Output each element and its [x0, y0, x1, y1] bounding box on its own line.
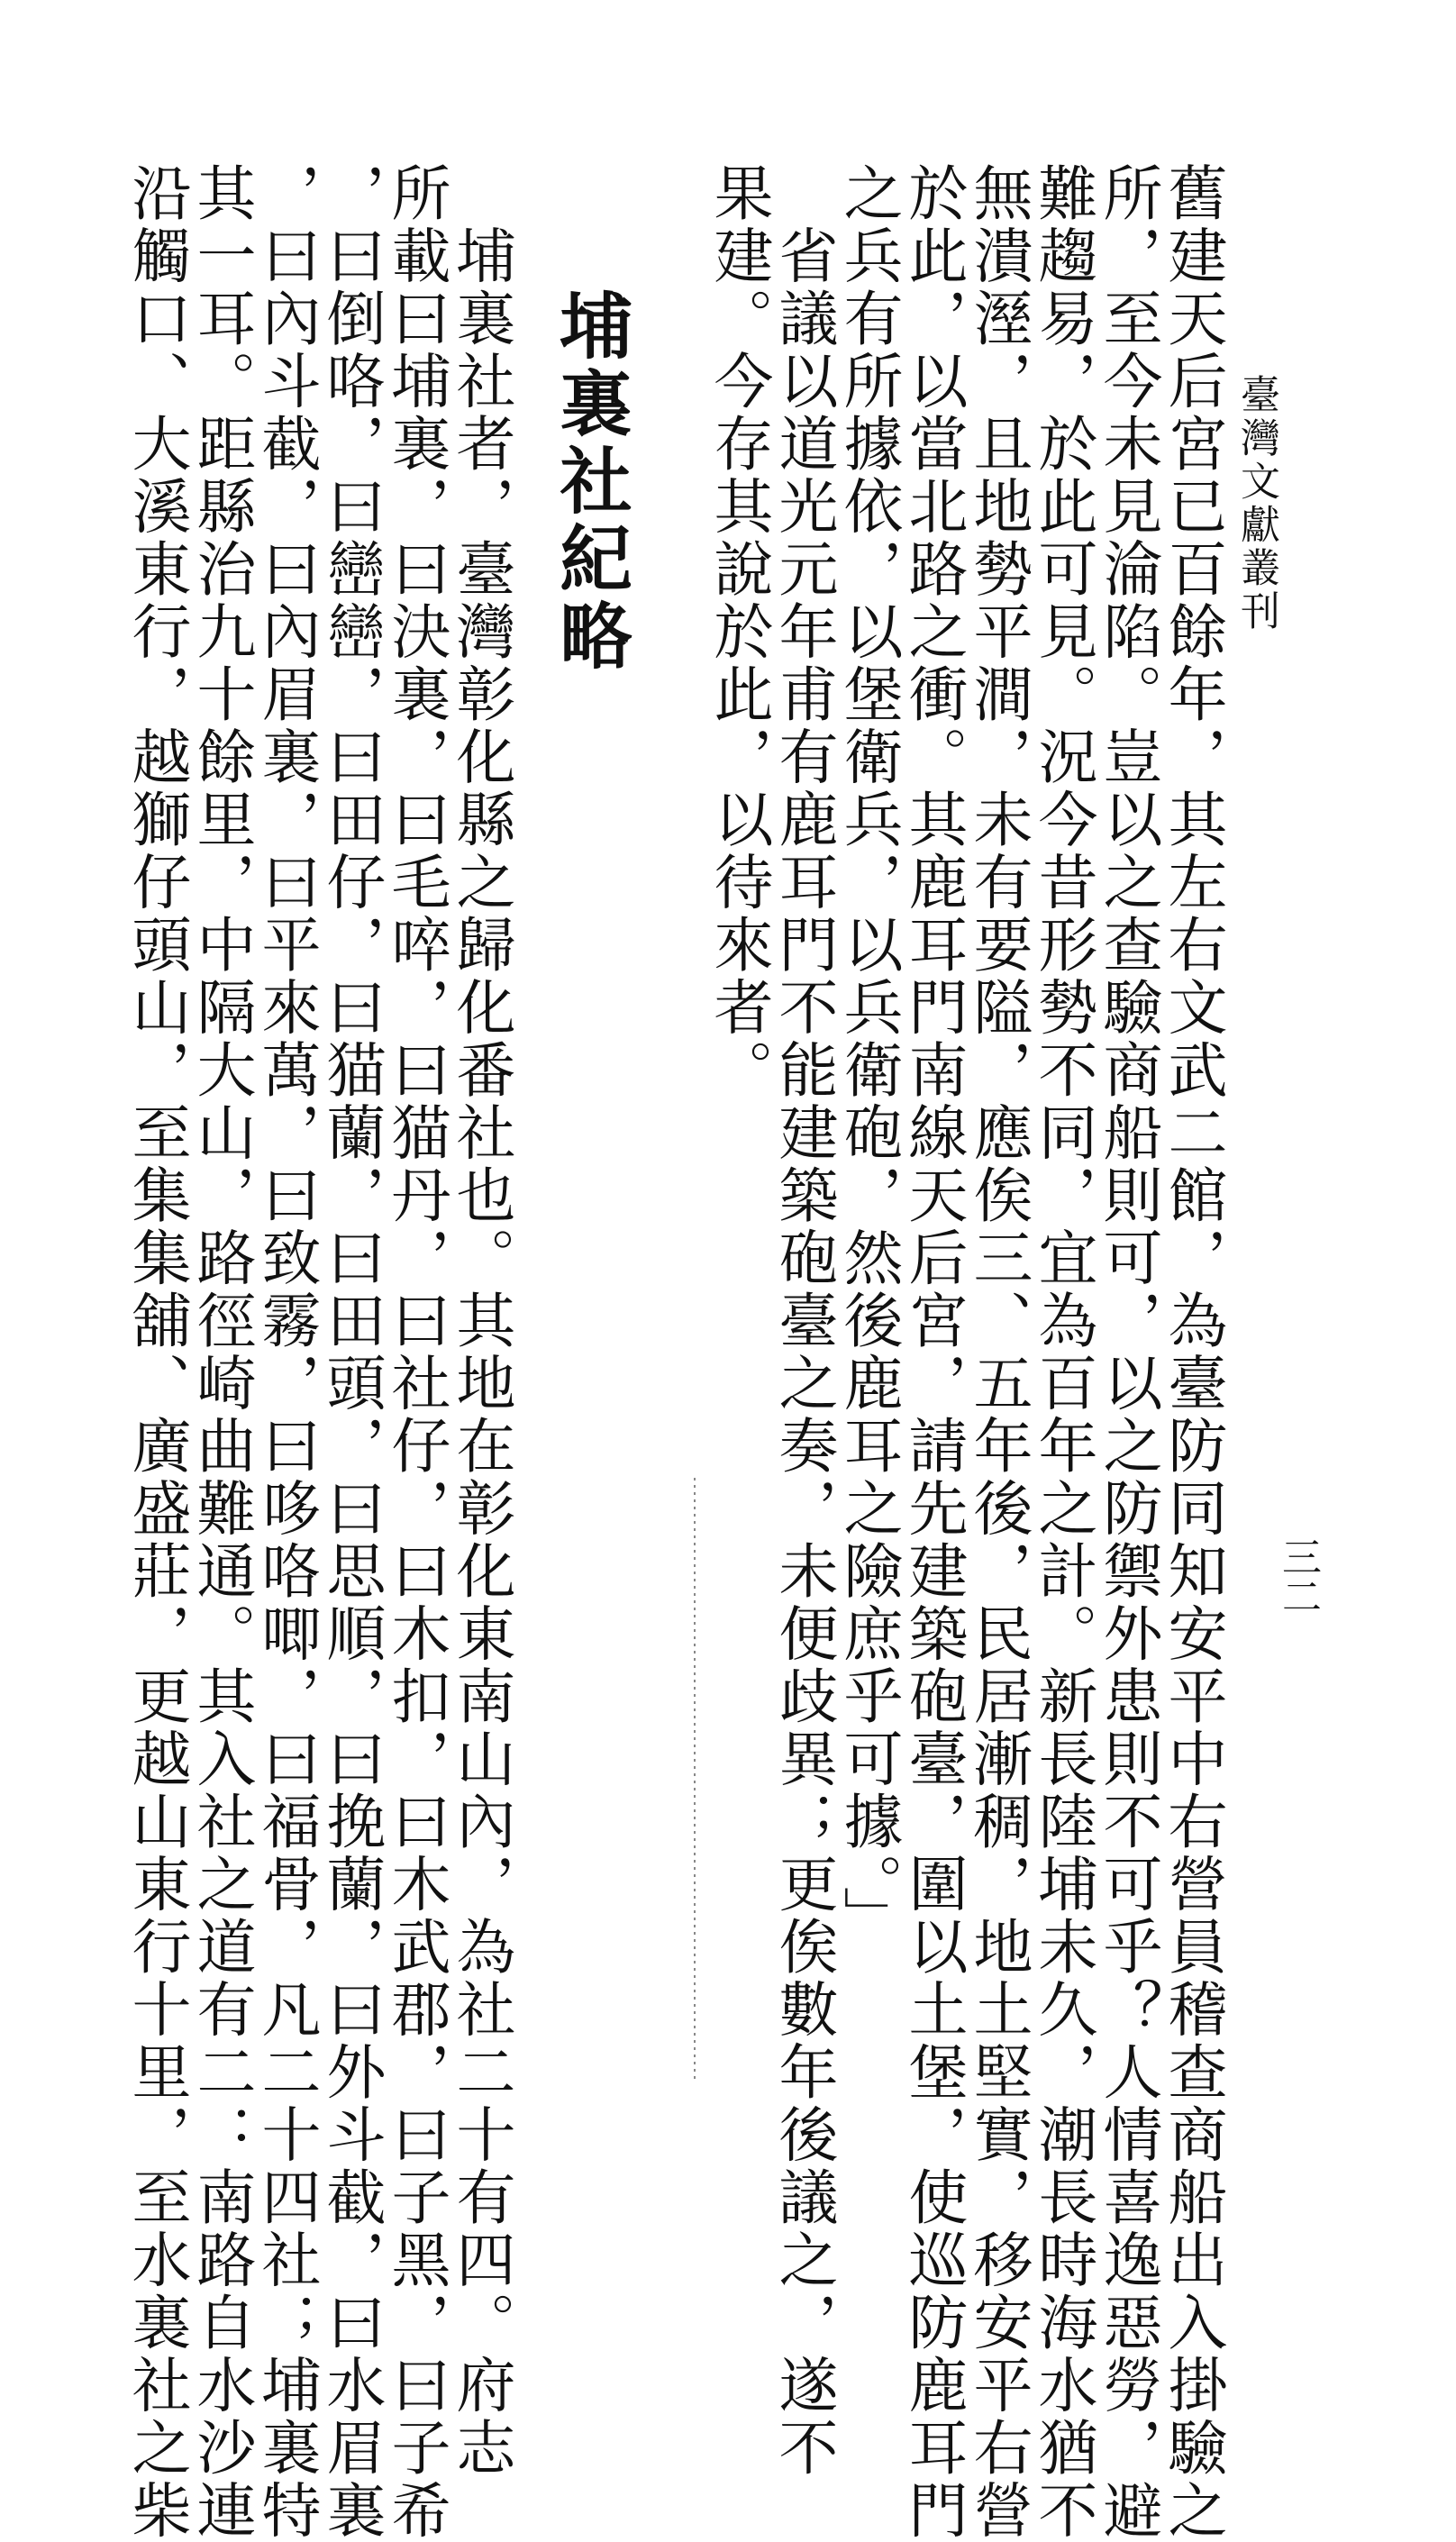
text-column: 無潰溼，且地勢平澗，未有要隘，應俟三、五年後，民居漸稠，地土堅實，移安平右營: [963, 162, 1033, 2542]
text-column: 沿觸口、大溪東行，越獅仔頭山，至集集舖、廣盛莊，更越山東行十里，至水裏社之柴: [122, 162, 191, 2542]
text-column: 埔裏社者，臺灣彰化縣之歸化番社也。其地在彰化東南山內，為社二十有四。府志: [446, 162, 515, 2480]
text-column: ，曰倒咯，曰巒巒，曰田仔，曰猫蘭，曰田頭，曰思順，曰挽蘭，曰外斗截，曰水眉裏: [316, 162, 386, 2542]
text-column: 省議以道光元年甫有鹿耳門不能建築砲臺之奏，未便歧異；更俟數年後議之，遂不: [769, 162, 838, 2480]
text-column: 難趨易，於此可見。況今昔形勢不同，宜為百年之計。新長陸埔未久，潮長時海水猶不: [1028, 162, 1097, 2542]
text-column: 舊建天后宮已百餘年，其左右文武二館，為臺防同知安平中右營員稽查商船出入掛驗之: [1158, 162, 1227, 2542]
text-column: 所，至今未見淪陷。豈以之查驗商船則可，以之防禦外患則不可乎？人情喜逸惡勞，避: [1093, 162, 1162, 2542]
text-column: 果建。今存其說於此，以待來者。: [704, 162, 773, 1102]
text-column: 於此，以當北路之衝。其鹿耳門南線天后宮，請先建築砲臺，圍以土堡，使巡防鹿耳門: [898, 162, 968, 2542]
text-column: ，曰內斗截，曰內眉裏，曰平來萬，曰致霧，曰哆咯唧，曰福骨，凡二十四社；埔裏特: [251, 162, 321, 2542]
print-rule: [694, 1478, 696, 2082]
text-column: 所載曰埔裏，曰決裏，曰毛啐，曰猫丹，曰社仔，曰木扣，曰木武郡，曰子黑，曰子希: [381, 162, 450, 2542]
running-title: 臺灣文獻叢刊: [1233, 374, 1279, 633]
text-column: 其一耳。距縣治九十餘里，中隔大山，路徑崎曲難通。其入社之道有二：南路自水沙連: [187, 162, 256, 2542]
page-number: 三二: [1275, 1536, 1321, 1616]
section-title: 埔裏社紀略: [548, 288, 632, 676]
text-column: 之兵有所據依，以堡衛兵，以兵衛砲，然後鹿耳之險庶乎可據。」: [833, 162, 903, 1949]
